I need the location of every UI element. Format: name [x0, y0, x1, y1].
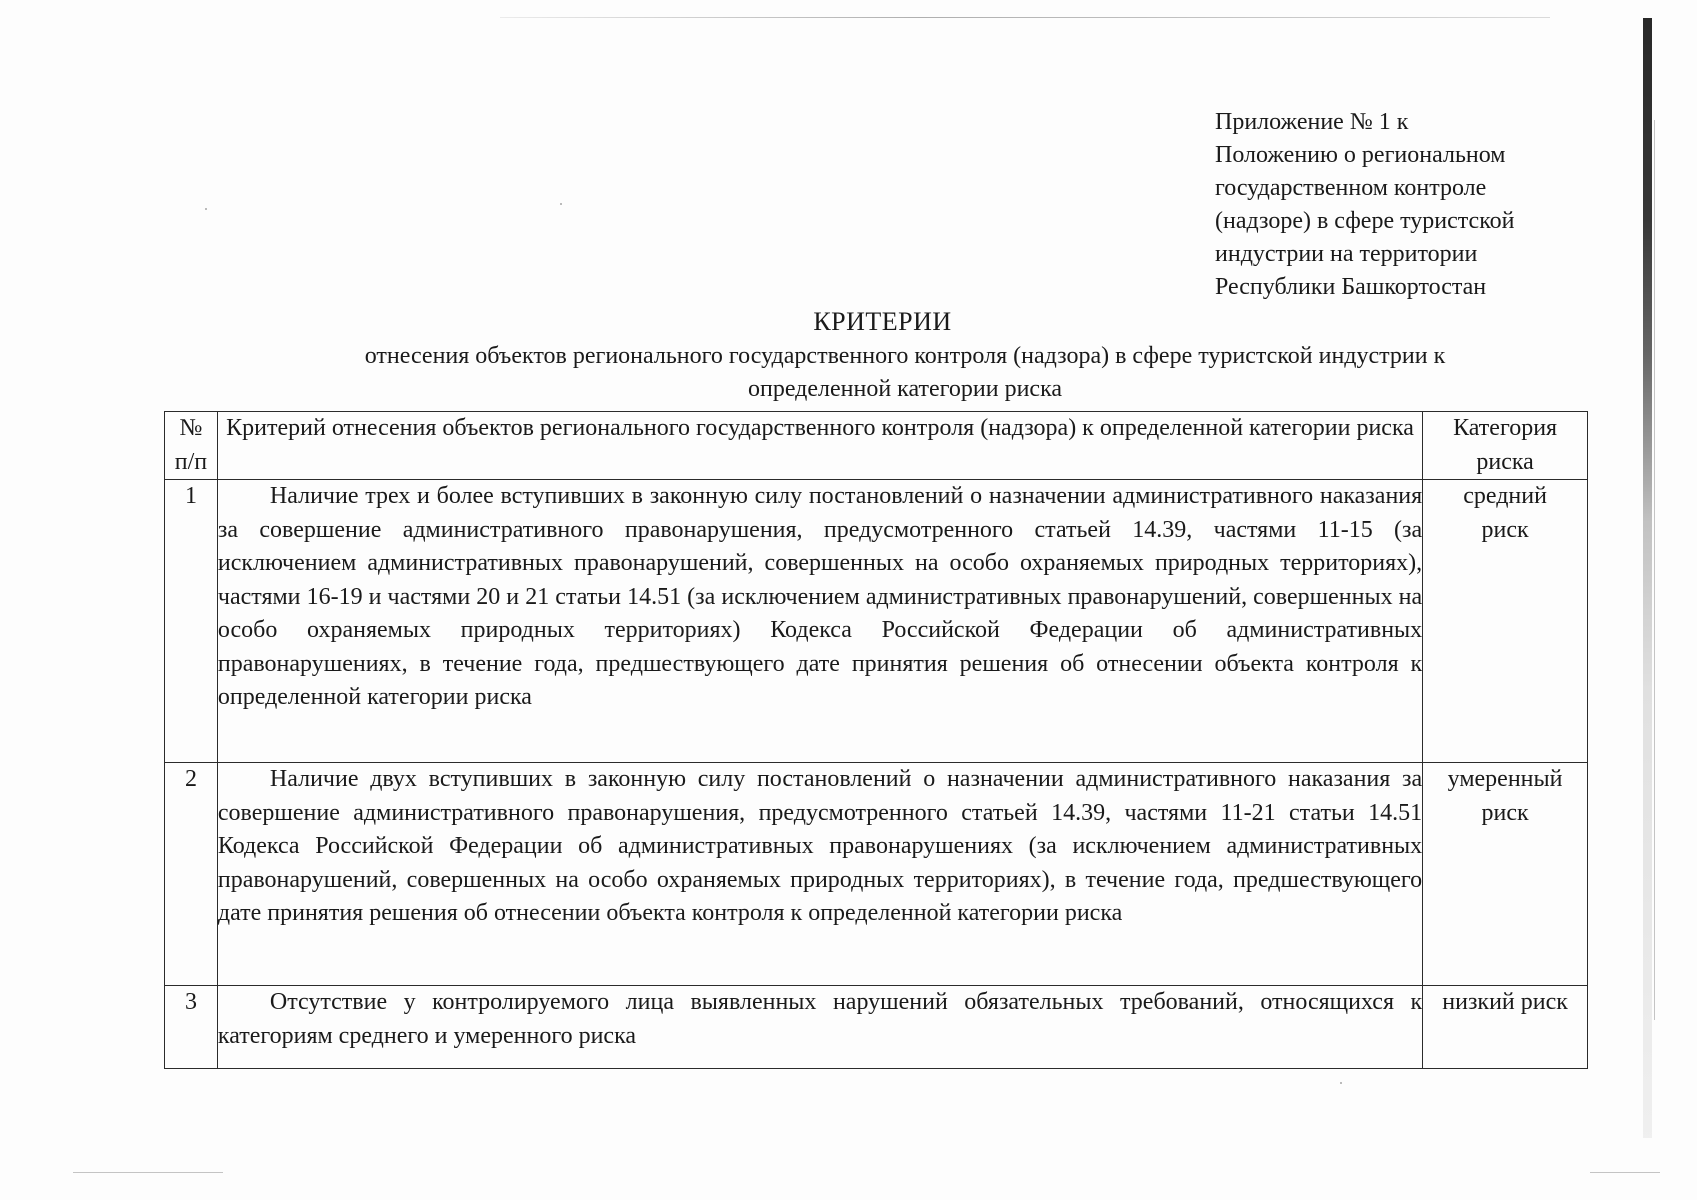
header-category-line: Категория — [1453, 415, 1558, 441]
annex-line: Положению о региональном — [1215, 142, 1506, 168]
row-criterion: Наличие трех и более вступивших в законную силу постановлений о назначении административного наказания за совершение административного правонарушения, предусмотренного статьей 14.39, частями 11-15 (за исключением административных правонарушений, совершенных на особо охраняемых природных территориях), частями 16-19 и частями 20 и 21 статьи 14.51 (за исключением административных правонарушений, совершенных на особо охраняемых природных территориях) Кодекса Российской Федерации об административных правонарушениях, в течение года, предшествующего дате принятия решения об отнесении объекта контроля к определенной категории риска — [217, 480, 1422, 763]
row-number: 1 — [165, 480, 218, 763]
header-number — [165, 412, 218, 480]
scan-artifact-bottom-left-line — [73, 1172, 223, 1173]
row-category — [1423, 986, 1588, 1069]
scan-speck — [205, 208, 207, 210]
table-header-row — [165, 412, 1588, 480]
row-category-line: средний — [1463, 483, 1547, 509]
subtitle-line: отнесения объектов регионального государственного контроля (надзора) в сфере туристской индустрии к — [364, 343, 1446, 369]
table-row — [165, 763, 1588, 986]
row-category-line: риск — [1481, 799, 1529, 826]
row-category-line: умеренный — [1447, 766, 1563, 792]
row-category — [1423, 480, 1588, 763]
annex-line: государственном контроле — [1215, 175, 1487, 201]
header-criterion: Критерий отнесения объектов регионального государственного контроля (надзора) к определенной категории риска — [217, 412, 1422, 480]
header-category — [1423, 412, 1588, 480]
header-number-label: п/п — [174, 448, 208, 475]
subtitle-line: определенной категории риска — [747, 376, 1063, 402]
header-number-symbol: № — [179, 415, 203, 441]
scan-speck — [1340, 1082, 1342, 1084]
row-criterion: Отсутствие у контролируемого лица выявленных нарушений обязательных требований, относящихся к категориям среднего и умеренного риска — [217, 986, 1422, 1069]
annex-reference — [1215, 106, 1615, 304]
scan-artifact-right-edge — [1643, 18, 1652, 1138]
annex-line: Республики Башкортостан — [1215, 274, 1487, 300]
row-number: 2 — [165, 763, 218, 986]
annex-line: индустрии на территории — [1215, 241, 1478, 267]
annex-line: Приложение № 1 к — [1215, 109, 1409, 135]
scan-artifact-top-line — [500, 17, 1550, 18]
row-category-line: риск — [1481, 516, 1529, 543]
row-criterion: Наличие двух вступивших в законную силу постановлений о назначении административного наказания за совершение административного правонарушения, предусмотренного статьей 14.39, частями 11-21 статьи 14.51 Кодекса Российской Федерации об административных правонарушениях (за исключением административных правонарушений, совершенных на особо охраняемых природных территориях), в течение года, предшествующего дате принятия решения об отнесении объекта контроля к определенной категории риска — [217, 763, 1422, 986]
scan-artifact-bottom-right-line — [1590, 1172, 1660, 1173]
row-category-line: низкий риск — [1442, 989, 1568, 1015]
table-row — [165, 986, 1588, 1069]
row-category — [1423, 763, 1588, 986]
document-title: КРИТЕРИИ — [813, 307, 952, 336]
row-number: 3 — [165, 986, 218, 1069]
header-category-line: риска — [1476, 448, 1534, 475]
scan-artifact-right-line — [1654, 120, 1655, 1020]
document-subtitle — [255, 340, 1555, 406]
criteria-table — [164, 411, 1588, 1069]
annex-line: (надзоре) в сфере туристской — [1215, 208, 1515, 234]
table-row — [165, 480, 1588, 763]
scan-speck — [560, 203, 562, 205]
